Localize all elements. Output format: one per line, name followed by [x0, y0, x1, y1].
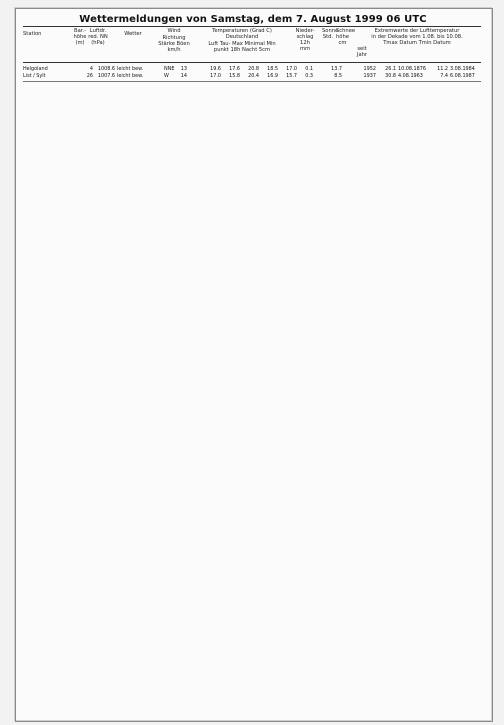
station-tmax: 30.8: [385, 73, 396, 79]
station-temp-min: 18.5: [267, 66, 278, 72]
table-row: [23, 73, 481, 80]
station-windrichtung: W: [164, 73, 169, 79]
header-hoehe: Bar.- höhe (m): [73, 28, 87, 46]
station-temp-luft: 19.6: [210, 66, 221, 72]
header-extremwerte: Extremwerte der Lufttemperatur in der Dekade vom 1.08. bis 10.08. Tmax Datum Tmin Datum: [371, 28, 463, 46]
station-tmax-datum: 4.08.1963: [398, 73, 423, 79]
station-hoehe: 4: [89, 66, 93, 72]
page-title: Wettermeldungen von Samstag, dem 7. August 1999 06 UTC: [79, 14, 427, 25]
station-tmin: 11.2: [437, 66, 448, 72]
station-name: List / Sylt: [23, 73, 46, 79]
station-windrichtung: NNE: [164, 66, 175, 72]
header-bottom-rule: [23, 62, 481, 63]
header-sonne: Sonne Std.: [322, 28, 339, 40]
station-name: Helgoland: [23, 66, 48, 72]
station-temp-min: 16.9: [267, 73, 278, 79]
station-windstaerke: 13: [180, 66, 187, 72]
header-schnee: Schnee höhe cm: [336, 28, 356, 46]
station-niederschlag: 0.1: [305, 66, 313, 72]
station-temp-tau: 15.8: [229, 73, 240, 79]
table-header: [15, 28, 491, 62]
header-temp: Temperaturen (Grad C) Deutschland: [212, 28, 272, 40]
station-tmin-datum: 3.08.1984: [450, 66, 475, 72]
station-windstaerke: 14: [180, 73, 187, 79]
station-temp-min5: 15.7: [286, 73, 297, 79]
station-table: [23, 66, 481, 706]
station-seit-jahr: 1937: [363, 73, 376, 79]
table-row: [23, 66, 481, 73]
station-temp-min5: 17.0: [286, 66, 297, 72]
station-temp-luft: 17.0: [210, 73, 221, 79]
station-tmax: 26.1: [385, 66, 396, 72]
header-top-rule: [23, 26, 481, 27]
station-luftdruck: 1007.6: [97, 73, 115, 79]
station-temp-max: 20.4: [248, 73, 259, 79]
station-niederschlag: 0.3: [305, 73, 313, 79]
station-tmax-datum: 10.08.1876: [398, 66, 427, 72]
station-temp-tau: 17.6: [229, 66, 240, 72]
header-wind-sub: Richtung Stärke Böen km/h: [158, 35, 190, 53]
header-wind: Wind: [167, 28, 181, 34]
header-temp-sub: Luft Tau- Max Minimal Min punkt 18h Nacht 5cm: [208, 41, 276, 53]
weather-report-page: [14, 7, 492, 721]
section-separator: [23, 81, 481, 82]
station-tmin: 7.4: [440, 73, 448, 79]
station-wetter: leicht bew.: [117, 73, 144, 79]
station-seit-jahr: 1952: [363, 66, 376, 72]
station-temp-max: 20.8: [248, 66, 259, 72]
station-hoehe: 26: [86, 73, 93, 79]
station-luftdruck: 1008.6: [97, 66, 115, 72]
header-luftdruck: Luftdr. red. NN (hPa): [88, 28, 108, 46]
station-wetter: leicht bew.: [117, 66, 144, 72]
header-niederschlag: Nieder- schlag 12h mm: [295, 28, 315, 52]
header-wetter: Wetter: [124, 31, 142, 37]
station-tmin-datum: 6.08.1987: [450, 73, 475, 79]
station-sonne: 8.5: [334, 73, 342, 79]
header-station: Station: [23, 31, 42, 37]
header-seit-jahr: seit Jahr: [356, 46, 368, 58]
station-sonne: 13.7: [331, 66, 342, 72]
